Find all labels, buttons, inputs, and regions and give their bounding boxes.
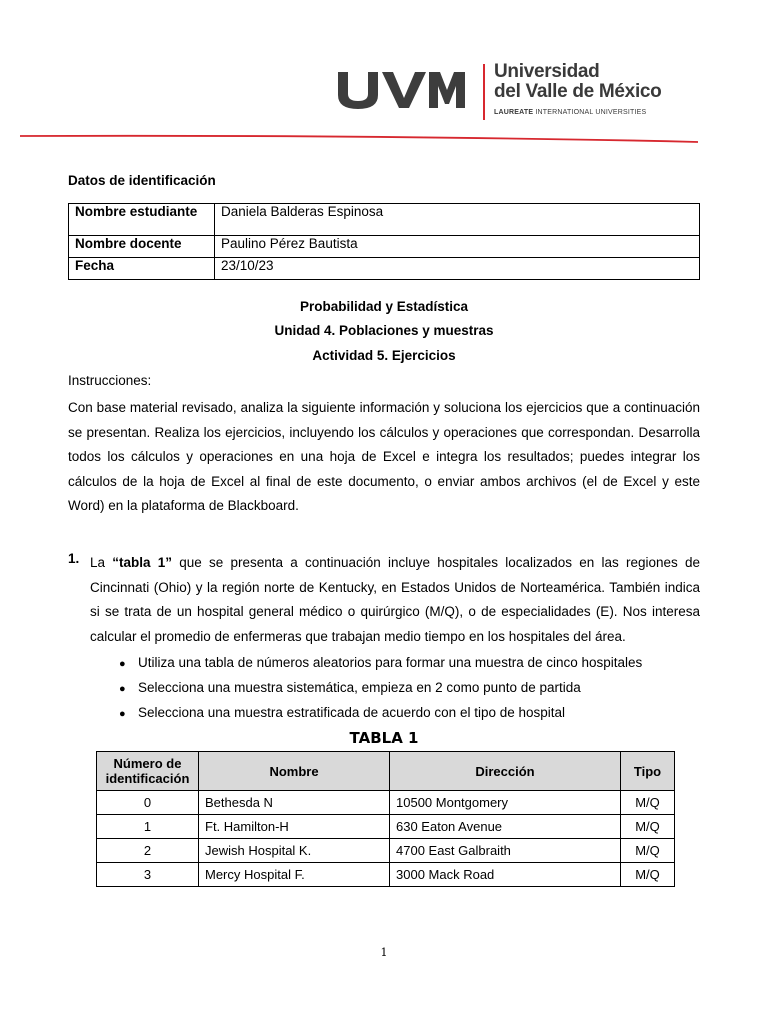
table-row bbox=[97, 791, 675, 815]
id-table bbox=[68, 203, 700, 280]
header-red-line bbox=[0, 130, 768, 144]
unit-title: Unidad 4. Poblaciones y muestras bbox=[274, 323, 494, 338]
hospital-table bbox=[96, 751, 675, 887]
cell-address: 4700 East Galbraith bbox=[390, 839, 621, 863]
page-number: 1 bbox=[380, 946, 388, 959]
cell-id: 1 bbox=[97, 815, 199, 839]
cell-address: 630 Eaton Avenue bbox=[390, 815, 621, 839]
id-value: Daniela Balderas Espinosa bbox=[215, 204, 700, 236]
id-value: Paulino Pérez Bautista bbox=[215, 236, 700, 258]
course-title: Probabilidad y Estadística bbox=[299, 299, 469, 314]
table-row bbox=[97, 815, 675, 839]
table-row bbox=[69, 204, 700, 236]
cell-address: 10500 Montgomery bbox=[390, 791, 621, 815]
list-item: Utiliza una tabla de números aleatorios para formar una muestra de cinco hospitales bbox=[138, 655, 643, 670]
id-label: Nombre docente bbox=[69, 236, 215, 258]
cell-name: Ft. Hamilton-H bbox=[199, 815, 390, 839]
university-name: Universidad del Valle de México bbox=[494, 61, 662, 102]
bullet-icon: ● bbox=[119, 658, 126, 670]
column-header: Tipo bbox=[621, 752, 675, 791]
datos-heading: Datos de identificación bbox=[68, 173, 216, 188]
activity-title: Actividad 5. Ejercicios bbox=[312, 348, 456, 363]
bullet-icon: ● bbox=[119, 683, 126, 695]
exercise-number: 1. bbox=[68, 551, 80, 566]
id-label: Fecha bbox=[69, 258, 215, 280]
bullet-icon: ● bbox=[119, 708, 126, 720]
instructions-label: Instrucciones: bbox=[68, 373, 152, 388]
id-label: Nombre estudiante bbox=[69, 204, 215, 236]
cell-type: M/Q bbox=[621, 791, 675, 815]
list-item: Selecciona una muestra sistemática, empieza en 2 como punto de partida bbox=[138, 680, 581, 695]
exercise-text: La “tabla 1” que se presenta a continuación incluye hospitales localizados en las regiones de Cincinnati (Ohio) y la región norte de Kentucky, en Estados Unidos de Norteamérica. También indica si se trata de un hospital general médico o quirúrgico (M/Q), o de especialidades (E). Nos interesa calcular el promedio de enfermeras que trabajan medio tiempo en los hospitales del área. bbox=[90, 555, 700, 644]
cell-address: 3000 Mack Road bbox=[390, 863, 621, 887]
column-header: Número de identificación bbox=[97, 752, 199, 791]
table-header-row bbox=[97, 752, 675, 791]
cell-name: Jewish Hospital K. bbox=[199, 839, 390, 863]
uvm-logo bbox=[336, 70, 468, 110]
column-header: Nombre bbox=[199, 752, 390, 791]
laureate-tagline: LAUREATE INTERNATIONAL UNIVERSITIES bbox=[494, 109, 647, 116]
cell-type: M/Q bbox=[621, 863, 675, 887]
table-row bbox=[69, 236, 700, 258]
table-row bbox=[97, 839, 675, 863]
id-value: 23/10/23 bbox=[215, 258, 700, 280]
table-row bbox=[69, 258, 700, 280]
tabla-title: TABLA 1 bbox=[349, 729, 419, 747]
cell-name: Bethesda N bbox=[199, 791, 390, 815]
logo-divider bbox=[483, 64, 485, 120]
cell-id: 0 bbox=[97, 791, 199, 815]
table-row bbox=[97, 863, 675, 887]
cell-name: Mercy Hospital F. bbox=[199, 863, 390, 887]
instructions-text: Con base material revisado, analiza la siguiente información y soluciona los ejercicios que a continuación se presentan. Realiza los ejercicios, incluyendo los cálculos y operaciones que correspondan. Desarrolla todos los cálculos y operaciones en una hoja de Excel e integra los resultados; puedes integrar los cálculos de la hoja de Excel al final de este documento, o enviar ambos archivos (el de Excel y este Word) en la plataforma de Blackboard. bbox=[68, 400, 700, 513]
cell-type: M/Q bbox=[621, 815, 675, 839]
column-header: Dirección bbox=[390, 752, 621, 791]
cell-type: M/Q bbox=[621, 839, 675, 863]
list-item: Selecciona una muestra estratificada de acuerdo con el tipo de hospital bbox=[138, 705, 566, 720]
cell-id: 3 bbox=[97, 863, 199, 887]
cell-id: 2 bbox=[97, 839, 199, 863]
